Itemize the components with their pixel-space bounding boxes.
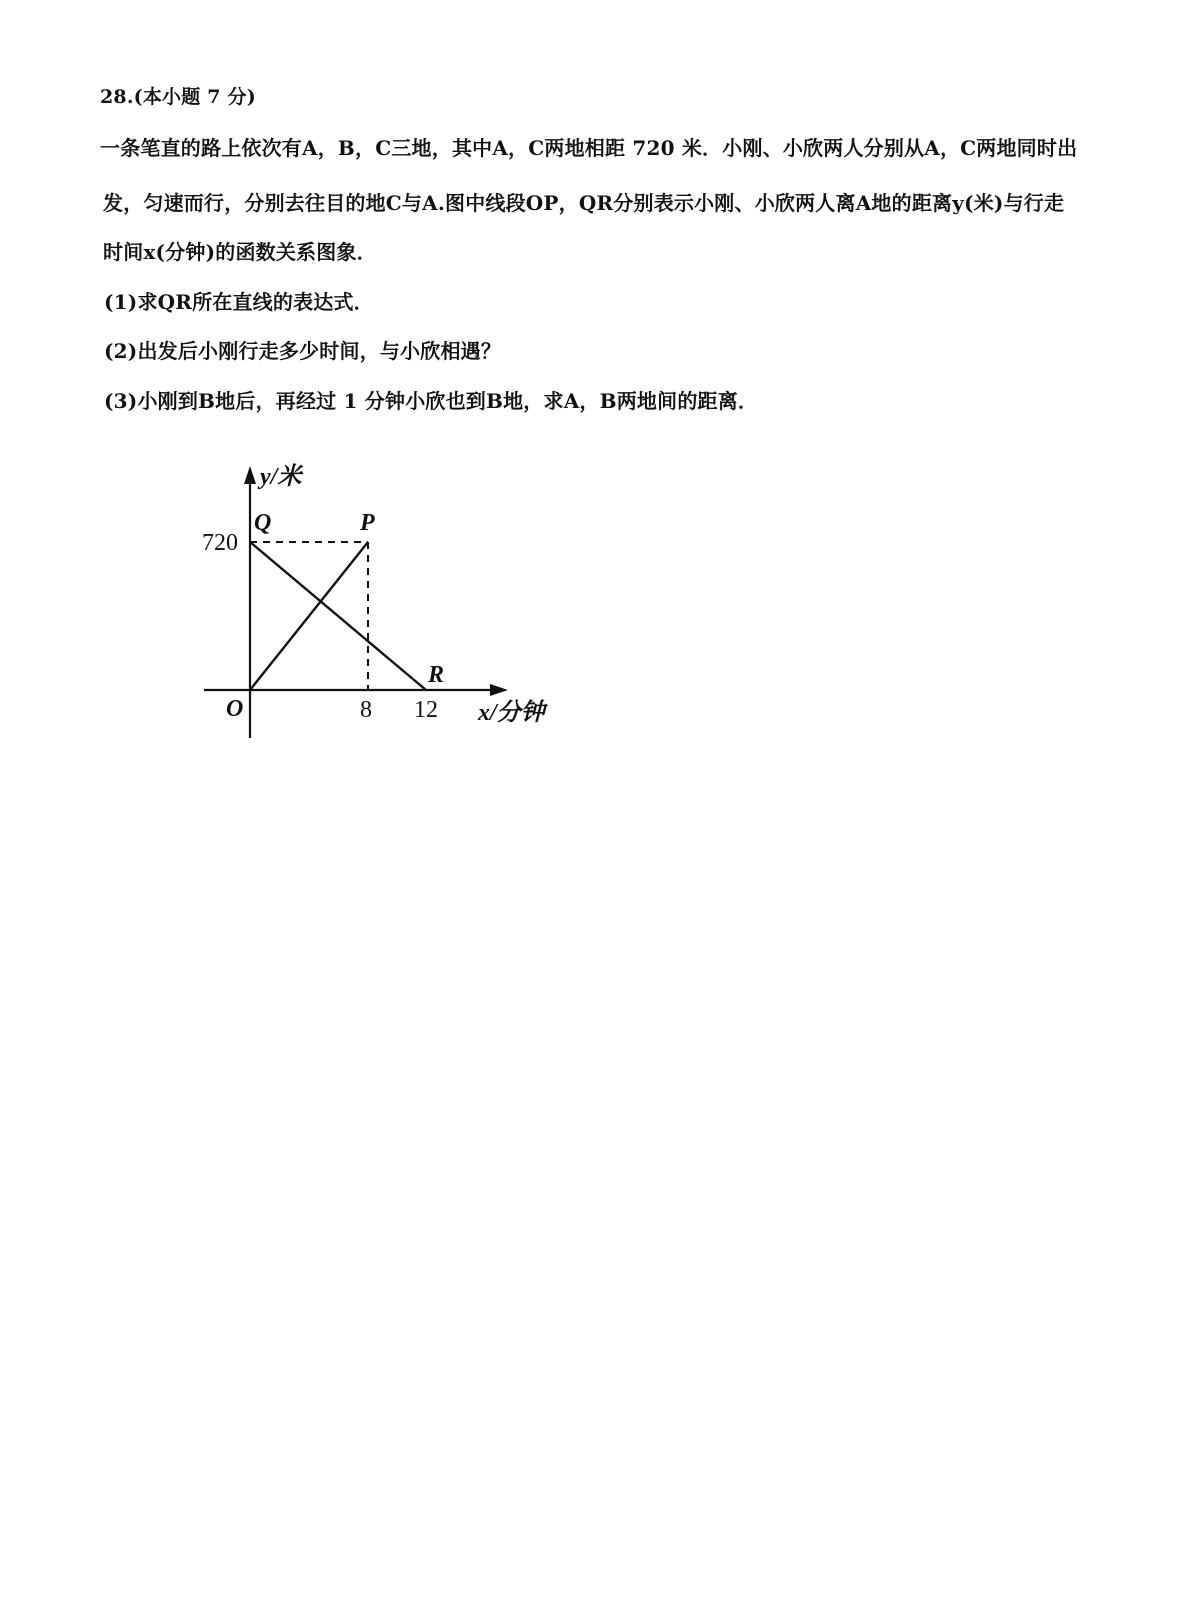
question-3: (3)小刚到B地后，再经过 1 分钟小欣也到B地，求A，B两地间的距离． [104,389,759,413]
x-tick-8: 8 [360,697,372,723]
y-axis-arrow [244,466,256,484]
x-axis-arrow [490,684,508,696]
y-axis-label: y/米 [260,464,302,490]
origin-label: O [226,696,244,722]
segment-qr [250,542,426,690]
point-label-q: Q [254,510,272,536]
function-graph [190,450,570,750]
y-tick-720: 720 [202,530,238,556]
x-axis-label: x/分钟 [478,700,545,726]
problem-text-line-2: 发，匀速而行，分别去往目的地C与A.图中线段OP，QR分别表示小刚、小欣两人离A地的距离y(米)与行走 [103,191,1065,215]
point-label-r: R [428,662,445,688]
question-1: (1)求QR所在直线的表达式． [104,290,374,314]
problem-heading: 28.(本小题 7 分) [100,86,256,108]
segment-op [250,542,368,690]
point-label-p: P [360,510,375,536]
question-2: (2)出发后小刚行走多少时间，与小欣相遇？ [104,339,502,363]
x-tick-12: 12 [414,697,438,723]
problem-text-line-3: 时间x(分钟)的函数关系图象． [103,240,377,264]
problem-text-line-1: 一条笔直的路上依次有A，B，C三地，其中A，C两地相距 720 米．小刚、小欣两人分别从A，C两地同时出 [100,136,1078,160]
